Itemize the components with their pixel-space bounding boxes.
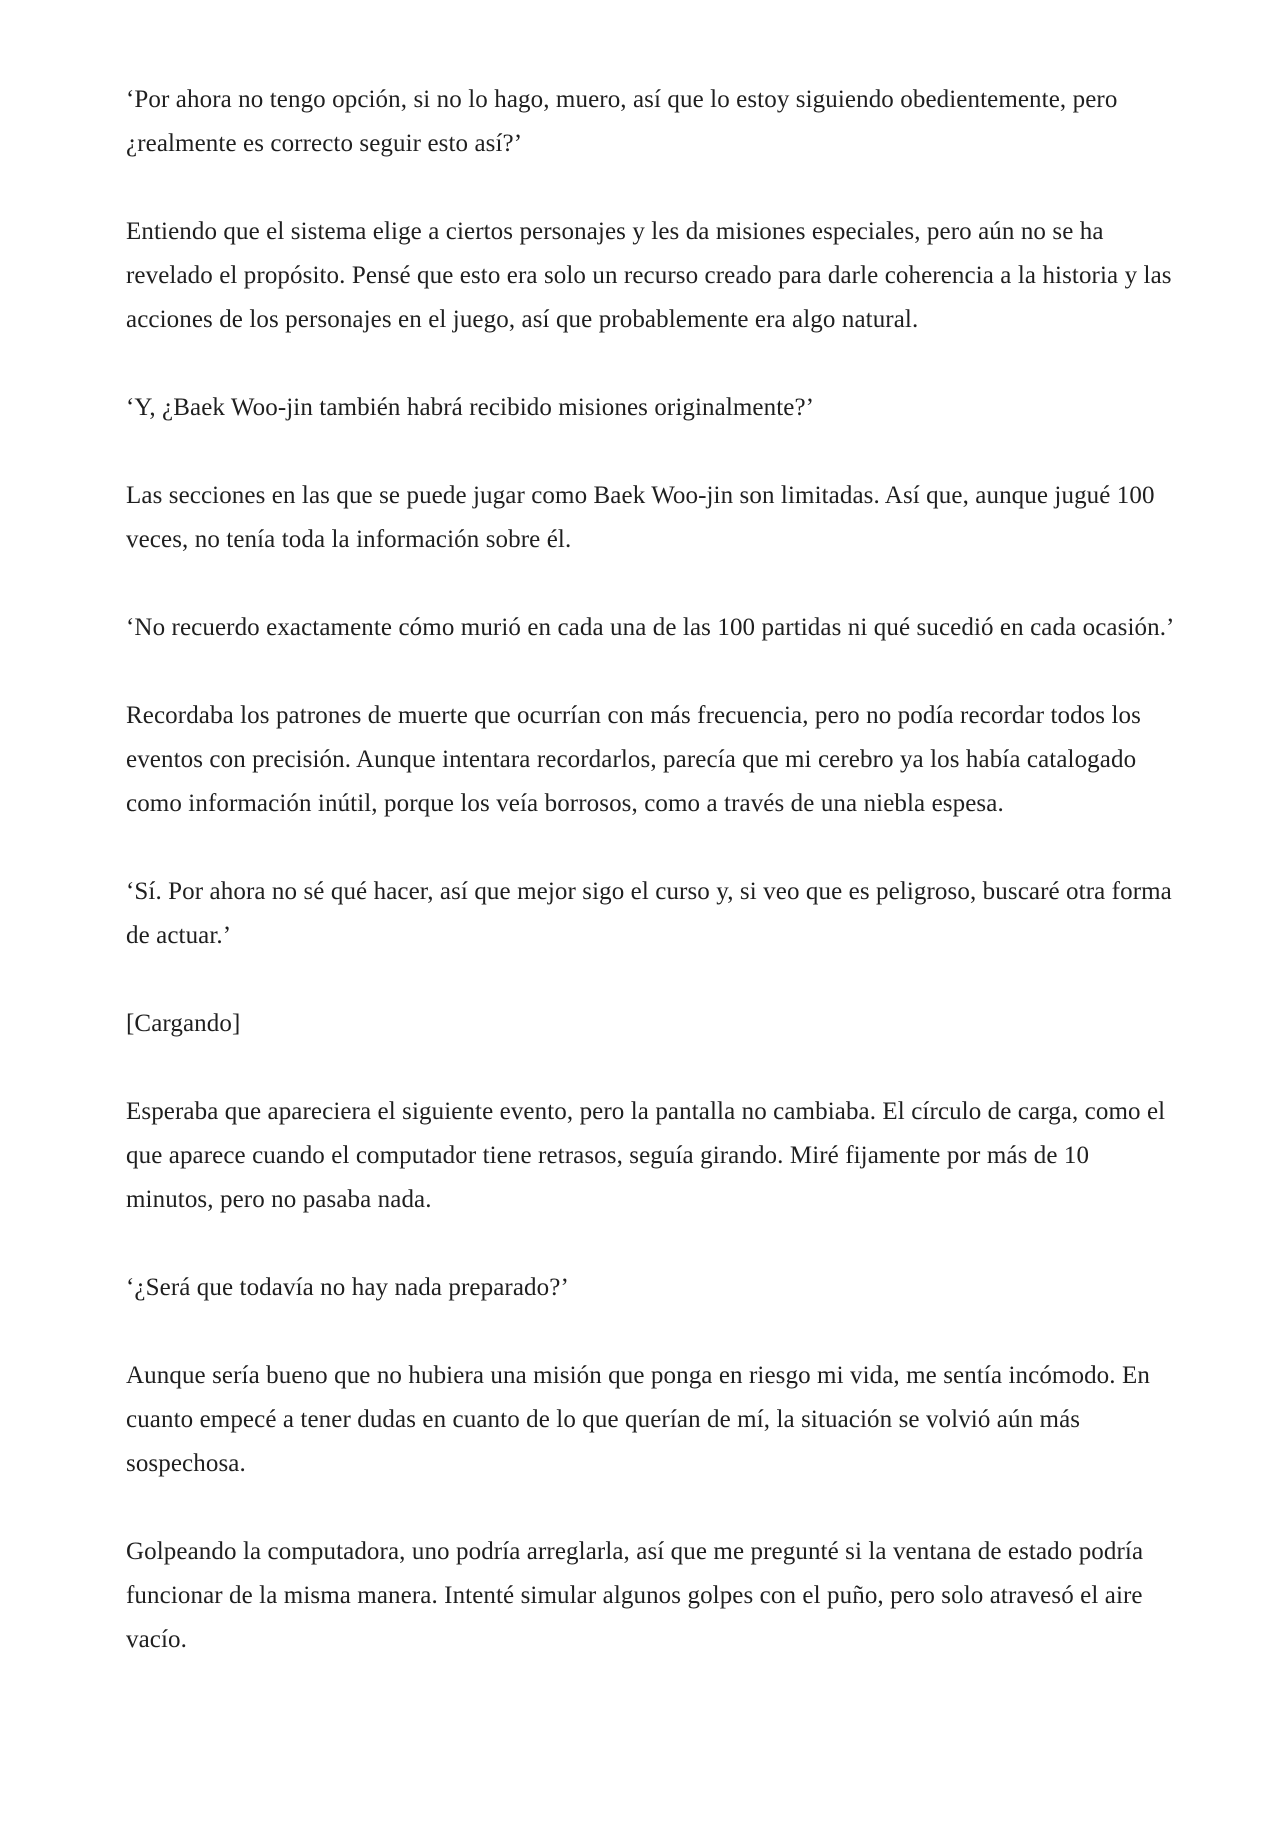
paragraph-loading-status: [Cargando] <box>126 1010 241 1037</box>
paragraph-thought-baek-woo-jin: ‘Y, ¿Baek Woo-jin también habrá recibido misiones originalmente?’ <box>126 394 815 421</box>
paragraph-uneasy: Aunque sería bueno que no hubiera una misión que ponga en riesgo mi vida, me sentía incómodo. En cuanto empecé a tener dudas en cuanto de lo que querían de mí, la situación se volvió aún más sospechosa. <box>126 1362 1150 1477</box>
paragraph-system-missions: Entiendo que el sistema elige a ciertos personajes y les da misiones especiales, pero aún no se ha revelado el propósito. Pensé que esto era solo un recurso creado para darle coherencia a la historia y las acciones de los personajes en el juego, así que probablemente era algo natural. <box>126 218 1172 333</box>
paragraph-thought-deaths: ‘No recuerdo exactamente cómo murió en cada una de las 100 partidas ni qué sucedió en cada ocasión.’ <box>126 614 1175 641</box>
paragraph-thought-follow-course: ‘Sí. Por ahora no sé qué hacer, así que mejor sigo el curso y, si veo que es peligroso, buscaré otra forma de actuar.’ <box>126 878 1172 949</box>
paragraph-waiting-event: Esperaba que apareciera el siguiente evento, pero la pantalla no cambiaba. El círculo de carga, como el que aparece cuando el computador tiene retrasos, seguía girando. Miré fijamente por más de 10 minutos, pero no pasaba nada. <box>126 1098 1166 1213</box>
paragraph-hitting-computer: Golpeando la computadora, uno podría arreglarla, así que me pregunté si la ventana de estado podría funcionar de la misma manera. Intenté simular algunos golpes con el puño, pero solo atravesó el aire vacío. <box>126 1538 1144 1653</box>
paragraph-thought-obeying: ‘Por ahora no tengo opción, si no lo hago, muero, así que lo estoy siguiendo obedientemente, pero ¿realmente es correcto seguir esto así?’ <box>126 86 1118 157</box>
paragraph-thought-nothing-ready: ‘¿Será que todavía no hay nada preparado?’ <box>126 1274 569 1301</box>
document-body <box>126 78 1176 1706</box>
paragraph-death-patterns: Recordaba los patrones de muerte que ocurrían con más frecuencia, pero no podía recordar todos los eventos con precisión. Aunque intentara recordarlos, parecía que mi cerebro ya los había catalogado como información inútil, porque los veía borrosos, como a través de una niebla espesa. <box>126 702 1141 817</box>
paragraph-limited-sections: Las secciones en las que se puede jugar como Baek Woo-jin son limitadas. Así que, aunque jugué 100 veces, no tenía toda la información sobre él. <box>126 482 1155 553</box>
